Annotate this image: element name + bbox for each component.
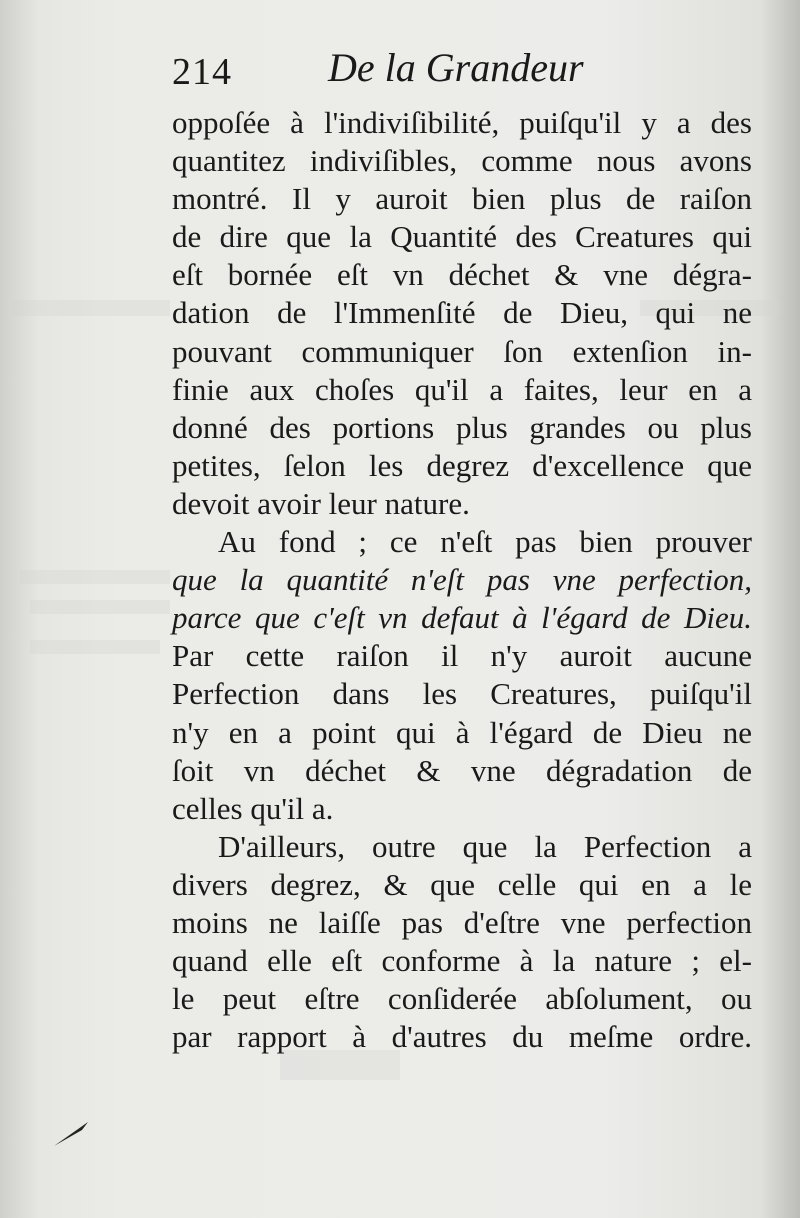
text-line: petites, ſelon les degrez d'excellence que [172, 447, 752, 483]
text-line: quantitez indiviſibles, comme nous avons [172, 143, 752, 179]
italic-quote-line: parce que c'eſt vn defaut à l'égard de Dieu. [172, 600, 752, 636]
text-line: de dire que la Quantité des Creatures qui [172, 219, 752, 255]
text-line: Par cette raiſon il n'y auroit aucune [172, 638, 752, 674]
text-line: pouvant communiquer ſon extenſion in- [172, 333, 752, 369]
text-line: ſoit vn déchet & vne dégradation de [172, 752, 752, 788]
text-line: quand elle eſt conforme à la nature ; el- [172, 943, 752, 979]
text-line: par rapport à d'autres du meſme ordre. [172, 1019, 752, 1055]
text-line: n'y en a point qui à l'égard de Dieu ne [172, 714, 752, 750]
paragraph-start-line: D'ailleurs, outre que la Perfection a [218, 828, 752, 864]
italic-quote-line: que la quantité n'eſt pas vne perfection, [172, 562, 752, 598]
page-header [172, 44, 612, 104]
text-line: divers degrez, & que celle qui en a le [172, 866, 752, 902]
running-title: De la Grandeur [328, 45, 584, 90]
ink-mark-icon [52, 1118, 92, 1148]
text-line: donné des portions plus grandes ou plus [172, 409, 752, 445]
page-number: 214 [172, 51, 232, 93]
body-text [172, 104, 752, 1056]
text-line: dation de l'Immenſité de Dieu, qui ne [172, 295, 752, 331]
text-line: moins ne laiſſe pas d'eſtre vne perfection [172, 904, 752, 940]
text-line: finie aux choſes qu'il a faites, leur en a [172, 371, 752, 407]
text-line: oppoſée à l'indiviſibilité, puiſqu'il y a des [172, 105, 752, 140]
text-line: le peut eſtre conſiderée abſolument, ou [172, 981, 752, 1017]
text-line: montré. Il y auroit bien plus de raiſon [172, 181, 752, 217]
text-line: celles qu'il a. [172, 790, 334, 826]
text-line: Perfection dans les Creatures, puiſqu'il [172, 676, 752, 712]
text-line: devoit avoir leur nature. [172, 485, 470, 521]
text-line: eſt bornée eſt vn déchet & vne dégra- [172, 257, 752, 293]
paragraph-start-line: Au fond ; ce n'eſt pas bien prouver [218, 524, 752, 560]
